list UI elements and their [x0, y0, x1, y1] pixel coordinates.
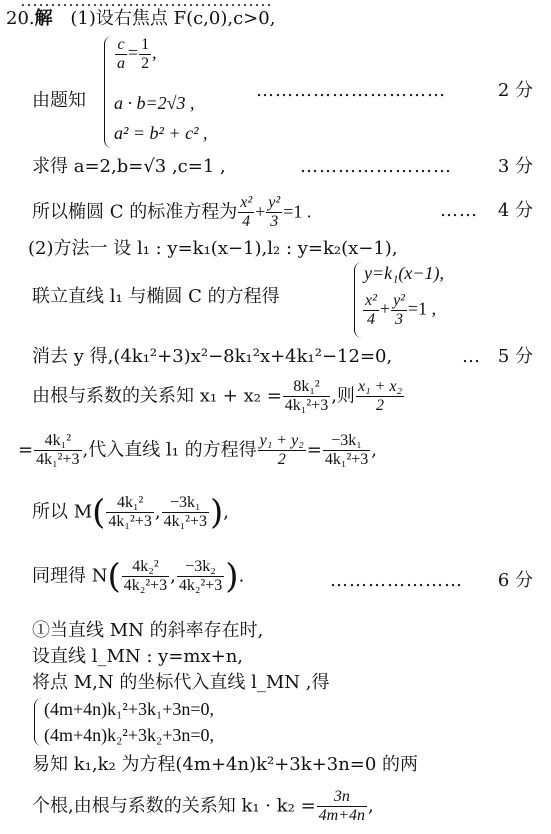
dots-line-6: …………………	[330, 570, 463, 591]
cut-header-line: ……………………………………	[20, 0, 272, 11]
frac-n-x: $\frac{\text{4k₂²}}{\text{4k₂²+3}}$	[123, 558, 168, 594]
frac-c-over-a: $\frac{c}{a}$	[117, 36, 125, 72]
method-one-line: (2)方法一 设 l₁ : y=k₁(x−1),l₂ : y=k₂(x−1),	[28, 238, 398, 259]
product-line: 个根,由根与系数的关系知 k₁ · k₂ = $\frac{3n}{4m+4n}$ ,	[32, 788, 374, 824]
score-2: 2 分	[497, 80, 533, 101]
score-5: 5 分	[497, 346, 533, 367]
dots-line-3: ……………………	[300, 156, 452, 177]
solution-label: 解	[34, 8, 53, 29]
frac-mid-x-value: $\frac{\text{4k₁²}}{\text{4k₁²+3}}$	[36, 432, 80, 468]
let-line-mn: 设直线 l_MN : y=mx+n,	[32, 646, 244, 667]
roots-line: 易知 k₁,k₂ 为方程(4m+4n)k²+3k+3n=0 的两	[32, 754, 419, 775]
part1-setup: (1)设右焦点 F(c,0),c>0,	[70, 8, 276, 29]
case-one-line: ①当直线 MN 的斜率存在时,	[32, 620, 264, 641]
point-n-line: 同理得 N( $\frac{\text{4k₂²}}{\text{4k₂²+3}}$ , $\frac{\text{−3k₂}}{\text{4k₂²+3}}$ ).	[32, 556, 245, 597]
frac-joint-y: $\frac{\text{y²}}{3}$	[393, 292, 405, 328]
eliminate-line: 消去 y 得,(4k₁²+3)x²−8k₁²x+4k₁²−12=0,	[32, 346, 393, 367]
midpoint-line: = $\frac{\text{4k₁²}}{\text{4k₁²+3}}$ ,代入直线 l₁ 的方程得 $\frac{\text{y₁ + y₂}}{2}$ = $\frac{\text{−3k₁}}{\text{4k₁²+3}}$ ,	[18, 432, 377, 468]
joint-line-1: y=k₁(x−1),	[364, 263, 445, 283]
sub-system-brace	[34, 698, 43, 746]
substitute-line: 将点 M,N 的坐标代入直线 l_MN ,得	[32, 672, 330, 693]
system-line-1: $\frac{c}{a}$ = $\frac{1}{2}$ ,	[117, 36, 157, 72]
frac-mid-y-value: $\frac{\text{−3k₁}}{\text{4k₁²+3}}$	[324, 432, 369, 468]
sub-system-line-2: (4m+4n)k₂²+3k₂+3n=0,	[44, 725, 215, 745]
score-4: 4 分	[497, 200, 533, 221]
given-label: 由题知	[32, 90, 86, 111]
frac-product: $\frac{3n}{4m+4n}$	[318, 788, 366, 824]
sub-system-line-1: (4m+4n)k₁²+3k₁+3n=0,	[44, 699, 215, 719]
frac-mid-y: $\frac{\text{y₁ + y₂}}{2}$	[259, 432, 304, 468]
question-number: 20.	[6, 8, 35, 29]
frac-m-x: $\frac{\text{4k₁²}}{\text{4k₁²+3}}$	[108, 494, 152, 530]
result-abc: 求得 a=2,b=√3 ,c=1 ,	[32, 156, 226, 177]
system-line-3: a² = b² + c² ,	[114, 123, 208, 143]
system-line-2: a · b=2√3 ,	[114, 93, 195, 113]
dots-line-4: ……	[440, 200, 478, 221]
frac-sum-x: $\frac{\text{8k₁²}}{\text{4k₁²+3}}$	[284, 378, 329, 414]
frac-m-y: $\frac{\text{−3k₁}}{\text{4k₁²+3}}$	[163, 494, 207, 530]
frac-one-half: $\frac{1}{2}$	[141, 36, 150, 72]
frac-n-y: $\frac{\text{−3k₂}}{\text{4k₂²+3}}$	[178, 558, 223, 594]
joint-line-2: $\frac{\text{x²}}{4}$ + $\frac{\text{y²}}{3}$ =1 ,	[365, 292, 437, 328]
joint-label: 联立直线 l₁ 与椭圆 C 的方程得	[32, 286, 280, 307]
frac-joint-x: $\frac{\text{x²}}{4}$	[365, 292, 377, 328]
score-3: 3 分	[497, 156, 533, 177]
line-part1-intro	[6, 8, 275, 30]
score-6: 6 分	[497, 570, 533, 591]
vieta-line: 由根与系数的关系知 x₁ + x₂ = $\frac{\text{8k₁²}}{\text{4k₁²+3}}$ ,则 $\frac{\text{x₁ + x₂}}{2}$	[32, 378, 403, 414]
frac-x2-over-4: $\frac{\text{x²}}{4}$	[240, 194, 253, 230]
point-m-line: 所以 M( $\frac{\text{4k₁²}}{\text{4k₁²+3}}$ , $\frac{\text{−3k₁}}{\text{4k₁²+3}}$ ),	[32, 492, 229, 533]
dots-line-2: …………………………	[256, 80, 446, 101]
frac-mid-x: $\frac{\text{x₁ + x₂}}{2}$	[357, 378, 403, 414]
frac-y2-over-3: $\frac{\text{y²}}{3}$	[268, 194, 281, 230]
dots-line-5: …	[462, 346, 481, 367]
system-brace	[104, 36, 113, 148]
ellipse-equation-line: 所以椭圆 C 的标准方程为 $\frac{\text{x²}}{4}$ + $\frac{\text{y²}}{3}$ =1 .	[32, 194, 312, 230]
